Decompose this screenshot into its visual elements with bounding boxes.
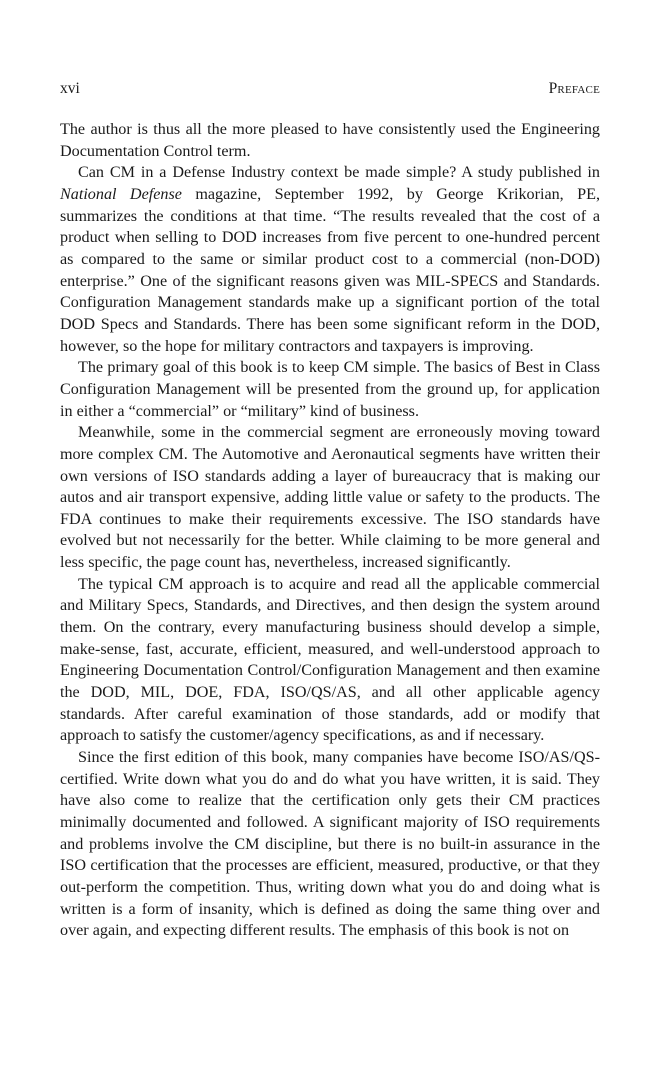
paragraph-2: [60, 162, 600, 357]
paragraph-4: [60, 422, 600, 574]
running-head: [60, 78, 600, 100]
paragraph-3: [60, 357, 600, 422]
magazine-title: National Defense: [60, 185, 182, 203]
paragraph-2-text-start: Can CM in a Defense Industry context be made simple? A study published in: [78, 164, 600, 182]
paragraph-1-text: The author is thus all the more pleased to have consistently used the Engineering Documentation Control term.: [60, 121, 600, 160]
paragraph-6: [60, 747, 600, 942]
paragraph-5-text: The typical CM approach is to acquire and read all the applicable commercial and Military Specs, Standards, and Directives, and then design the system around them. On the contrary, every manufacturing business should develop a simple, make-sense, fast, accurate, efficient, measured, and well-understood approach to Engineering Documentation Control/​Configuration Management and then examine the DOD, MIL, DOE, FDA, ISO/QS/AS, and all other applicable agency standards. After careful examination of those standards, add or modify that approach to satisfy the customer/agency specifications, as and if necessary.: [60, 575, 600, 745]
paragraph-3-text: The primary goal of this book is to keep CM simple. The basics of Best in Class Configuration Management will be presented from the ground up, for application in either a “commercial” or “military” kind of business.: [60, 359, 600, 420]
paragraph-5: [60, 574, 600, 747]
page-number: xvi: [60, 80, 80, 97]
paragraph-1: [60, 119, 600, 162]
body-text: [60, 119, 600, 942]
paragraph-4-text: Meanwhile, some in the commercial segment are erroneously moving toward more complex CM. The Automotive and Aeronautical segments have written their own versions of ISO standards adding a layer of bureaucracy that is making our autos and air transport expensive, adding little value or safety to the products. The FDA continues to make their requirements excessive. The ISO standards have evolved but not necessarily for the better. While claiming to be more general and less specific, the page count has, nevertheless, increased significantly.: [60, 424, 600, 572]
paragraph-6-text: Since the first edition of this book, many companies have become ISO/​AS/QS-certified. Write down what you do and do what you have written, it is said. They have also come to realize that the certification only gets their CM practices minimally documented and followed. A significant majority of ISO requirements and problems involve the CM discipline, but there is no built-in assurance in the ISO certification that the processes are efficient, measured, productive, or that they out-perform the competition. Thus, writing down what you do and doing what is written is a form of insanity, which is defined as doing the same thing over and over again, and expecting different results. The emphasis of this book is not on: [60, 749, 600, 940]
running-head-title: Preface: [548, 80, 600, 97]
paragraph-2-text-end: magazine, September 1992, by George Krikorian, PE, summarizes the conditions at that time. “The results revealed that the cost of a product when selling to DOD increases from five percent to one-hundred percent as compared to the same or similar product cost to a commercial (non-DOD) enterprise.” One of the significant reasons given was MIL-SPECS and Standards. Configuration Management standards make up a significant portion of the total DOD Specs and Standards. There has been some significant reform in the DOD, however, so the hope for military contractors and taxpayers is improving.: [60, 185, 600, 355]
